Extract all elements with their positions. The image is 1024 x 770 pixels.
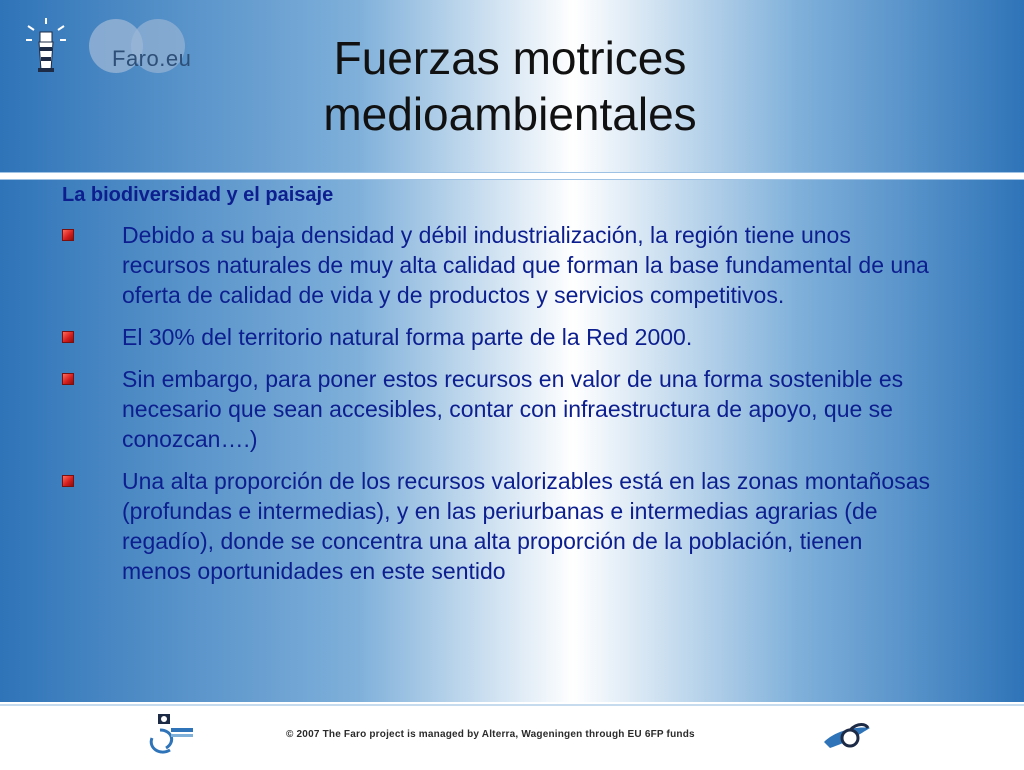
square-bullet-icon [62, 373, 74, 385]
header-divider [0, 172, 1024, 180]
page-title [230, 30, 790, 142]
list-item [62, 466, 932, 586]
faro-logo [24, 18, 214, 74]
list-item [62, 364, 932, 454]
bullet-list [62, 220, 932, 598]
title-line-2: medioambientales [323, 88, 697, 140]
bullet-text: Una alta proporción de los recursos valorizables está en las zonas montañosas (profundas e intermedias), y en las periurbanas e intermedias agrarias (de regadío), donde se concentra una alta proporción de la población, tienen menos oportunidades en este sentido [122, 468, 930, 584]
bullet-text: Debido a su baja densidad y débil industrialización, la región tiene unos recursos naturales de muy alta calidad que forman la base fundamental de una oferta de calidad de vida y de productos y servicios competitivos. [122, 222, 929, 308]
section-heading: La biodiversidad y el paisaje [62, 184, 334, 206]
bullet-text: Sin embargo, para poner estos recursos en valor de una forma sostenible es necesario que sean accesibles, contar con infraestructura de apoyo, que se conozcan….) [122, 366, 904, 452]
bullet-text: El 30% del territorio natural forma parte de la Red 2000. [122, 324, 693, 350]
title-line-1: Fuerzas motrices [333, 32, 687, 84]
list-item [62, 220, 932, 310]
logo-text: Faro.eu [112, 46, 192, 71]
eu-framework-icon [140, 712, 196, 760]
sixth-framework-icon [820, 718, 874, 754]
square-bullet-icon [62, 475, 74, 487]
list-item [62, 322, 932, 352]
footer-copyright: © 2007 The Faro project is managed by Alterra, Wageningen through EU 6FP funds [286, 729, 695, 740]
square-bullet-icon [62, 331, 74, 343]
square-bullet-icon [62, 229, 74, 241]
